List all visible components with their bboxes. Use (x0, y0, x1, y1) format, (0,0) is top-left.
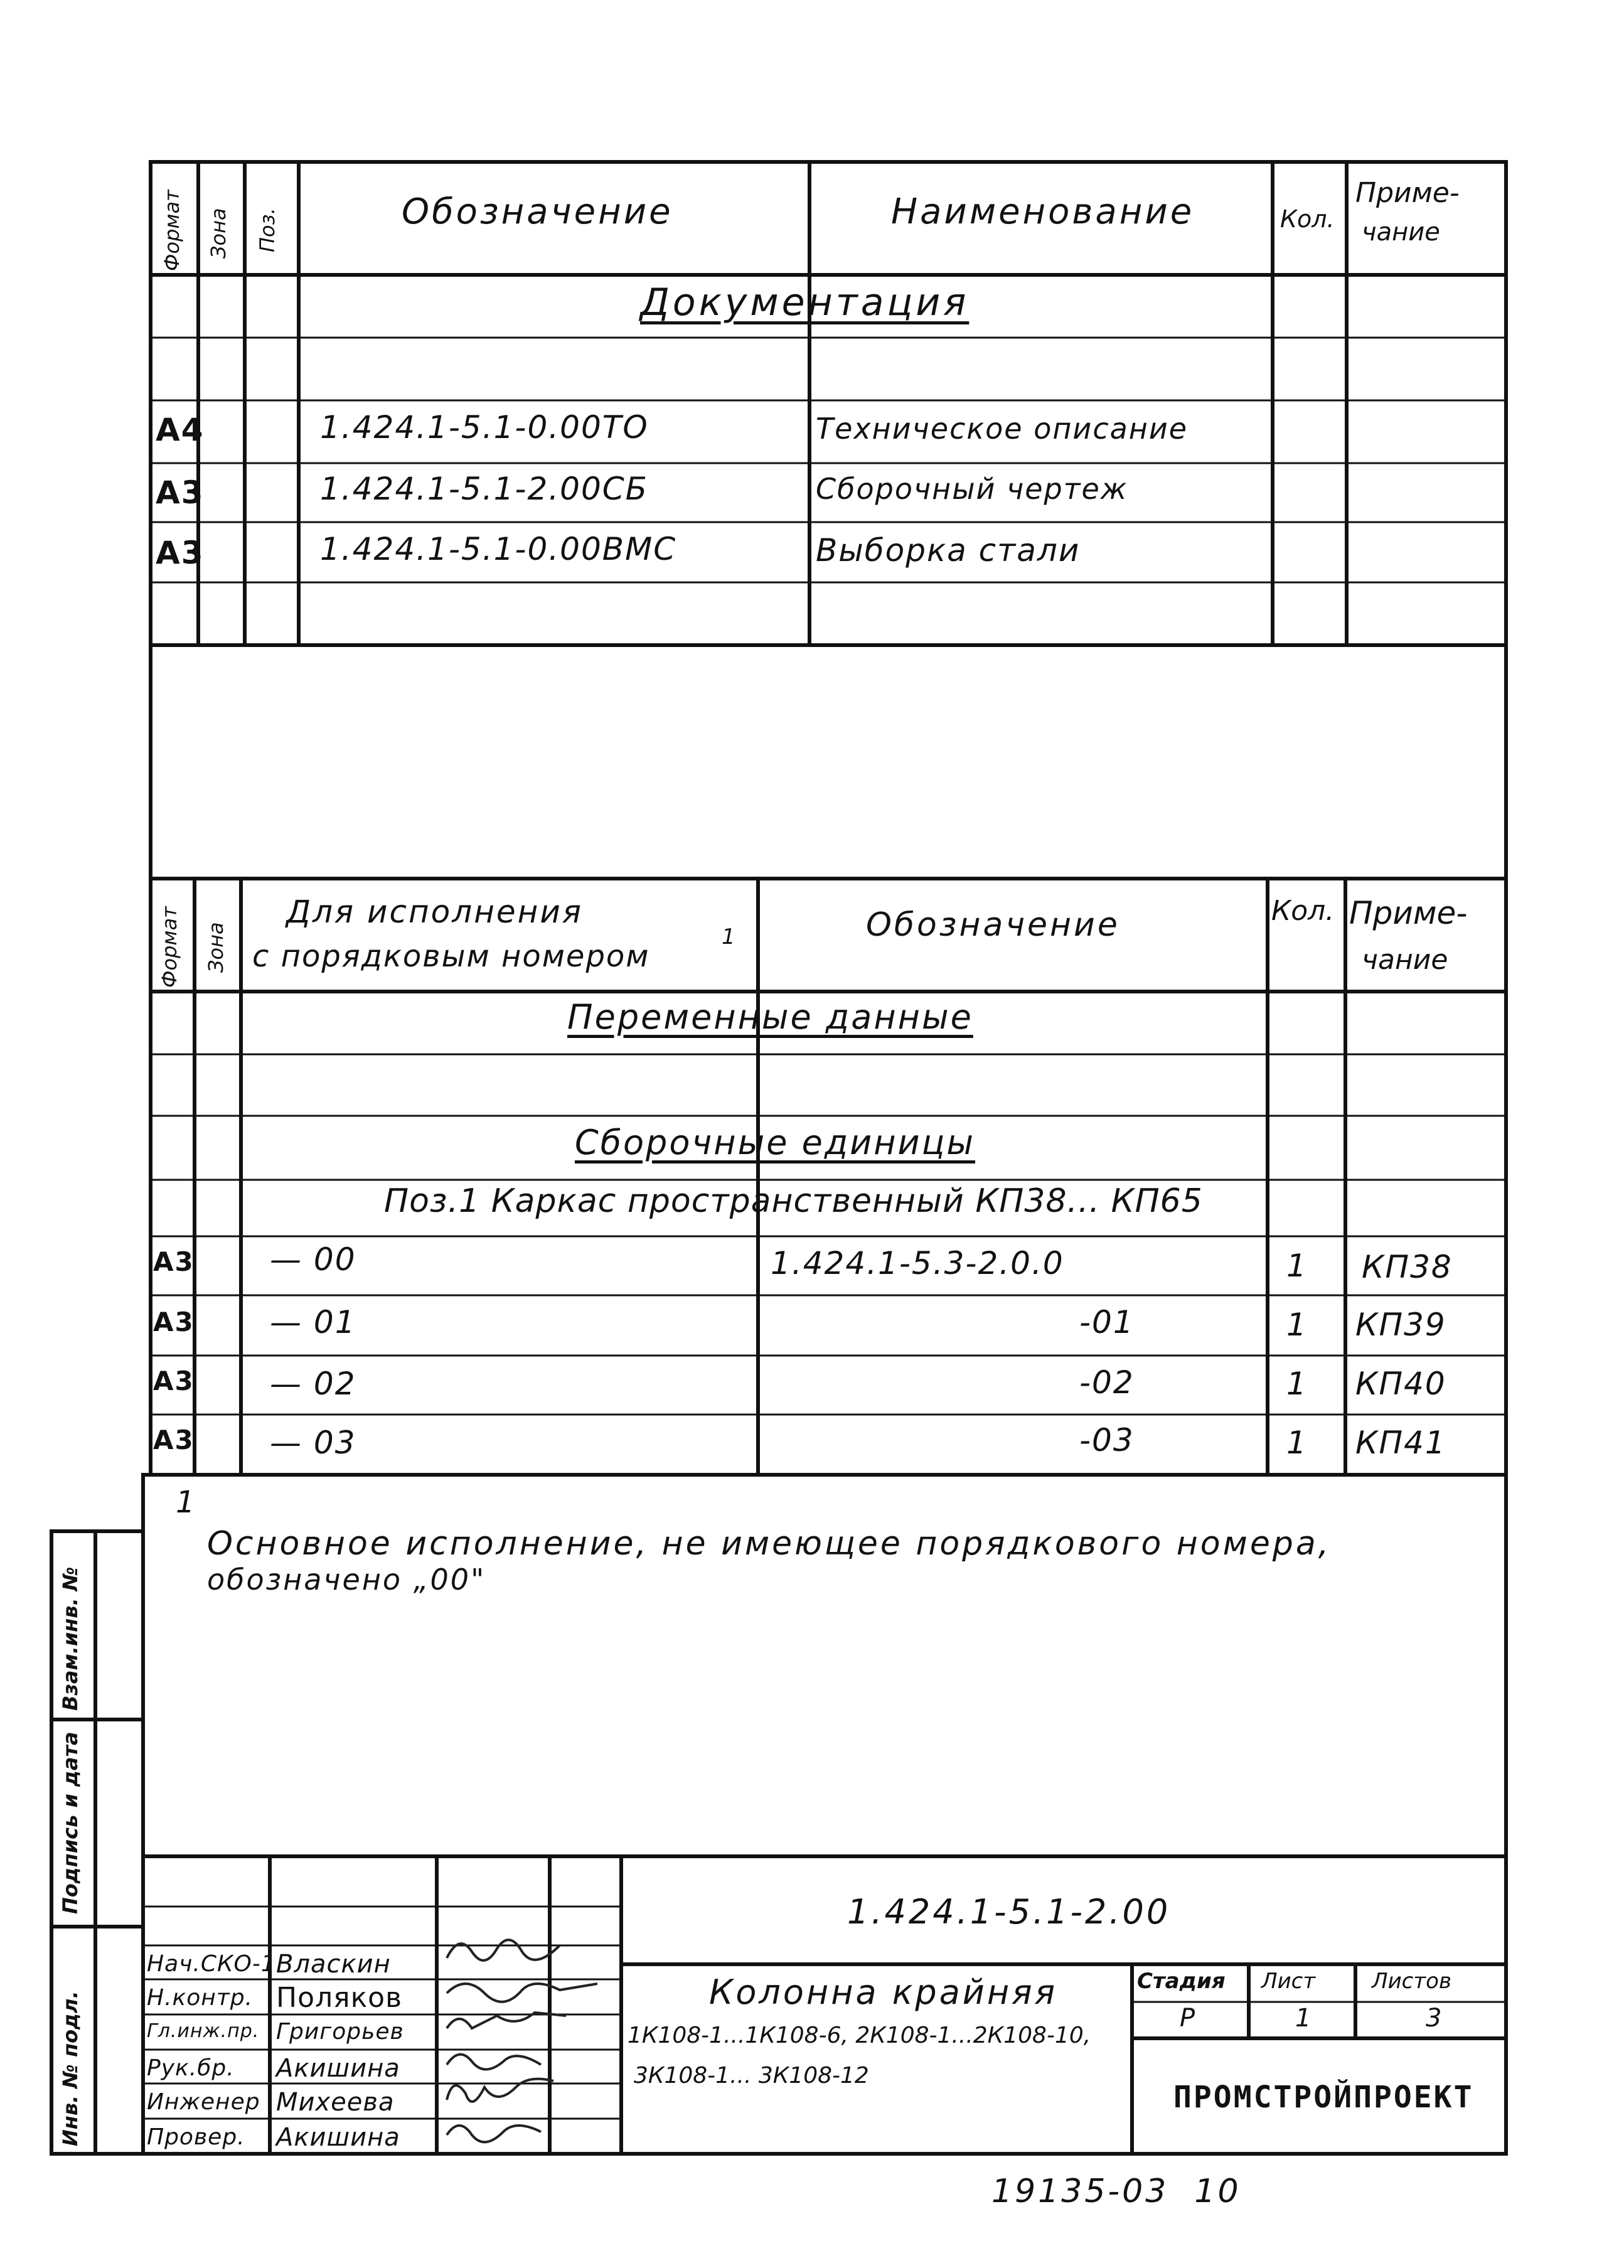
side-sign-date: Подпись и дата (58, 1731, 82, 1914)
t2-row4-exec: — 03 (270, 1425, 356, 1461)
stage-label: Стадия (1137, 1969, 1226, 1994)
side-vzam-inv: Взам.инв. № (58, 1566, 82, 1711)
t2-header-exec-line2: с порядковым номером (252, 939, 650, 974)
sheet-label: Лист (1261, 1969, 1316, 1994)
row2-designation: 1.424.1-5.1-2.00СБ (320, 471, 648, 507)
title-line3: 3К108-1... 3К108-12 (634, 2063, 869, 2089)
header-name: Наименование (891, 191, 1195, 232)
t2-row4-qty: 1 (1286, 1425, 1308, 1461)
t2-row3-note: КП40 (1355, 1366, 1446, 1402)
role-1: Нач.СКО-1 (147, 1951, 276, 1977)
title-line2: 1К108-1...1К108-6, 2К108-1...2К108-10, (628, 2023, 1091, 2048)
header-qty: Кол. (1280, 205, 1335, 233)
role-6: Провер. (147, 2124, 245, 2150)
sheets-label: Листов (1372, 1969, 1452, 1994)
t2-header-exec-footnote: 1 (722, 924, 735, 949)
t2-row4-format: А3 (153, 1425, 195, 1455)
t2-header-designation: Обозначение (866, 906, 1120, 944)
t2-row4-designation: -03 (1079, 1422, 1135, 1458)
role-3: Гл.инж.пр. (147, 2020, 260, 2042)
row3-name: Выборка стали (816, 532, 1081, 569)
t2-row2-note: КП39 (1355, 1307, 1446, 1343)
header-note-line1: Приме- (1355, 177, 1460, 209)
role-2: Н.контр. (147, 1985, 254, 2011)
row1-format: А4 (156, 412, 205, 448)
title-line1: Колонна крайняя (709, 1972, 1058, 2012)
t2-header-format: Формат (158, 906, 181, 988)
organization: ПРОМСТРОЙПРОЕКТ (1173, 2080, 1474, 2115)
footnote-line1: Основное исполнение, не имеющее порядкового номера, (207, 1525, 1332, 1563)
t2-header-zone: Зона (204, 922, 228, 973)
row3-format: А3 (156, 535, 205, 571)
t2-row1-qty: 1 (1286, 1248, 1308, 1284)
name-5: Михеева (276, 2088, 395, 2117)
section-assembly-units: Сборочные единицы (575, 1123, 976, 1162)
role-5: Инженер (147, 2089, 260, 2115)
t2-row1-format: А3 (153, 1246, 195, 1277)
t2-row4-note: КП41 (1355, 1425, 1446, 1461)
section-variable-data: Переменные данные (567, 997, 973, 1037)
t2-header-note-line2: чание (1362, 944, 1448, 976)
header-note-line2: чание (1362, 218, 1440, 247)
footnote-line2: обозначено „00" (207, 1563, 486, 1597)
bottom-archive-code: 19135-03 10 (991, 2173, 1241, 2210)
t2-row2-qty: 1 (1286, 1307, 1308, 1343)
header-pos: Поз. (255, 208, 279, 252)
t2-row3-format: А3 (153, 1366, 195, 1396)
row2-name: Сборочный чертеж (816, 472, 1128, 506)
t2-row3-designation: -02 (1079, 1364, 1135, 1401)
row1-designation: 1.424.1-5.1-0.00ТО (320, 409, 649, 446)
t2-row3-exec: — 02 (270, 1366, 356, 1402)
t2-header-note-line1: Приме- (1349, 895, 1468, 931)
t2-row2-exec: — 01 (270, 1304, 356, 1340)
t2-row1-designation: 1.424.1-5.3-2.0.0 (771, 1245, 1064, 1281)
section-documentation: Документация (640, 281, 970, 324)
row1-name: Техническое описание (816, 412, 1189, 446)
name-4: Акишина (276, 2054, 400, 2083)
t2-row2-designation: -01 (1079, 1304, 1135, 1340)
t2-header-qty: Кол. (1271, 895, 1335, 927)
footnote-marker: 1 (176, 1485, 195, 1520)
header-format: Формат (160, 190, 184, 271)
stage-value: Р (1180, 2004, 1195, 2033)
t2-row1-exec: — 00 (270, 1241, 356, 1278)
name-2: Поляков (276, 1982, 403, 2014)
sheets-value: 3 (1426, 2004, 1442, 2033)
sheet-value: 1 (1295, 2004, 1311, 2033)
name-6: Акишина (276, 2123, 400, 2152)
name-3: Григорьев (276, 2019, 404, 2045)
t2-row2-format: А3 (153, 1307, 195, 1337)
t2-row1-note: КП38 (1362, 1249, 1453, 1285)
row2-format: А3 (156, 474, 205, 511)
pos1-title: Поз.1 Каркас пространственный КП38... КП65 (384, 1182, 1203, 1220)
t2-header-exec-line1: Для исполнения (286, 894, 583, 930)
header-designation: Обозначение (402, 191, 673, 232)
name-1: Власкин (276, 1950, 391, 1979)
side-inv-podl: Инв. № подл. (58, 1991, 82, 2146)
doc-code: 1.424.1-5.1-2.00 (847, 1892, 1171, 1932)
row3-designation: 1.424.1-5.1-0.00ВМС (320, 531, 677, 567)
role-4: Рук.бр. (147, 2055, 235, 2081)
t2-row3-qty: 1 (1286, 1366, 1308, 1402)
header-zone: Зона (206, 208, 230, 259)
